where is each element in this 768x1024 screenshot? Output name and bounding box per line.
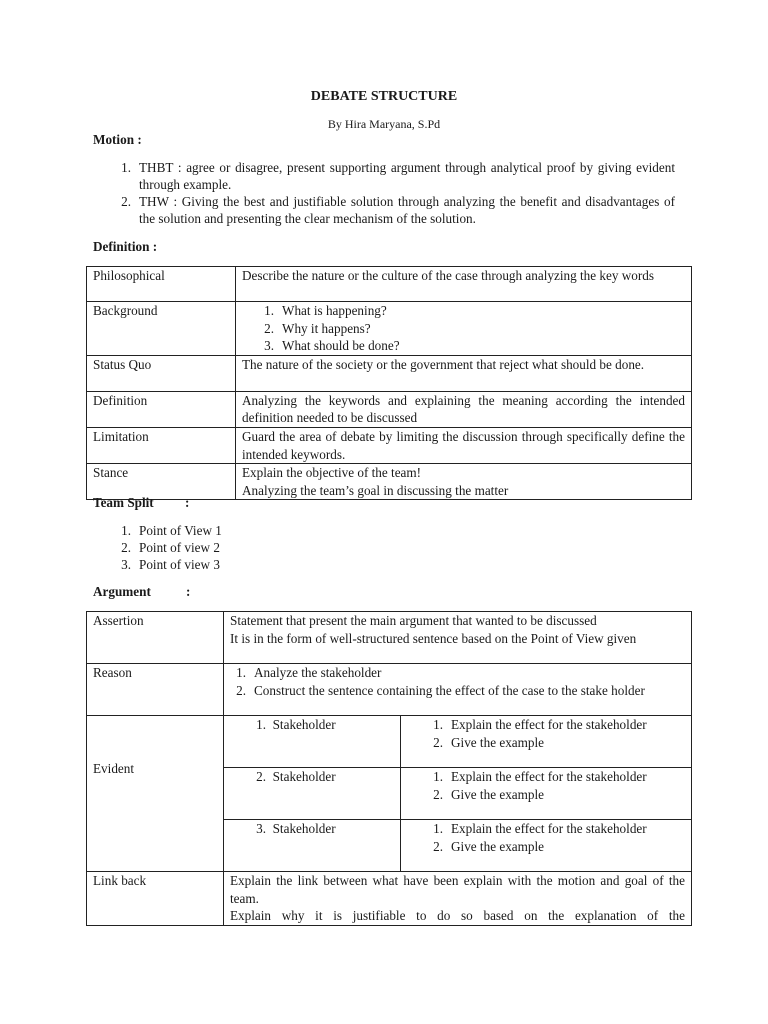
argument-heading: Argument [93,584,151,599]
list-item: 3. What should be done? [264,338,400,354]
list-item: 2. Give the example [433,786,545,802]
list-item: 3. Point of view 3 [121,557,220,572]
motion-item: 2. THW : Giving the best and justifiable solution through analyzing the benefit and disadvantages of the solution and presenting the clear mechanism of the solution. [121,194,675,226]
row-label: Status Quo [87,355,236,391]
effect-cell [401,768,692,820]
argument-table [86,611,692,926]
definition-heading: Definition : [93,239,158,254]
list-item: 1. Analyze the stakeholder [236,665,382,680]
table-row [87,427,692,463]
table-row [87,872,692,926]
row-text: Describe the nature or the culture of the case through analyzing the key words [236,267,692,302]
motion-heading: Motion : [93,132,142,147]
list-item: 2. Give the example [433,838,545,854]
page-title: DEBATE STRUCTURE [310,89,458,104]
author-line: By Hira Maryana, S.Pd [327,117,441,131]
list-item: 2. Point of view 2 [121,540,220,555]
row-label: Assertion [87,612,224,664]
row-text: Statement that present the main argument that wanted to be discussed It is in the form of well-structured sentence based on the Point of View given [224,612,692,664]
row-text: Explain the link between what have been explain with the motion and goal of the team. Explain why it is justifiable to do so based on the explanation of the [224,872,692,926]
row-label: Evident [87,716,224,872]
team-split-list [115,522,415,573]
list-item: 1. What is happening? [264,303,387,318]
table-row [87,355,692,391]
table-row [87,267,692,302]
row-text: The nature of the society or the government that reject what should be done. [236,355,692,391]
stakeholder-cell: 2. Stakeholder [224,768,401,820]
argument-colon: : [186,584,191,599]
table-row [87,302,692,356]
row-text: Explain the objective of the team! Analyzing the team’s goal in discussing the matter [236,464,692,500]
effect-cell [401,820,692,872]
row-list [224,664,692,716]
row-label: Background [87,302,236,356]
definition-table [86,266,692,500]
table-row [87,664,692,716]
team-split-heading: Team Split [93,495,154,510]
row-text: Guard the area of debate by limiting the discussion through specifically define the intended keywords. [236,427,692,463]
effect-cell [401,716,692,768]
table-row [87,464,692,500]
row-label: Link back [87,872,224,926]
row-label: Philosophical [87,267,236,302]
row-label: Reason [87,664,224,716]
row-list [236,302,692,356]
row-label: Stance [87,464,236,500]
list-item: 2. Why it happens? [264,320,371,336]
motion-item: 1. THBT : agree or disagree, present supporting argument through analytical proof by giving evident through example. [121,160,675,192]
list-item: 1. Explain the effect for the stakeholder [433,769,647,784]
row-text: Analyzing the keywords and explaining the meaning according the intended definition needed to be discussed [236,391,692,427]
team-split-colon: : [185,495,190,510]
table-row [87,716,692,768]
table-row [87,612,692,664]
list-item: 2. Construct the sentence containing the effect of the case to the stake holder [236,682,645,698]
list-item: 1. Explain the effect for the stakeholder [433,821,647,836]
row-label: Limitation [87,427,236,463]
motion-list [115,159,675,227]
stakeholder-cell: 1. Stakeholder [224,716,401,768]
list-item: 2. Give the example [433,734,545,750]
table-row [87,391,692,427]
list-item: 1. Point of View 1 [121,523,222,538]
row-label: Definition [87,391,236,427]
stakeholder-cell: 3. Stakeholder [224,820,401,872]
list-item: 1. Explain the effect for the stakeholder [433,717,647,732]
